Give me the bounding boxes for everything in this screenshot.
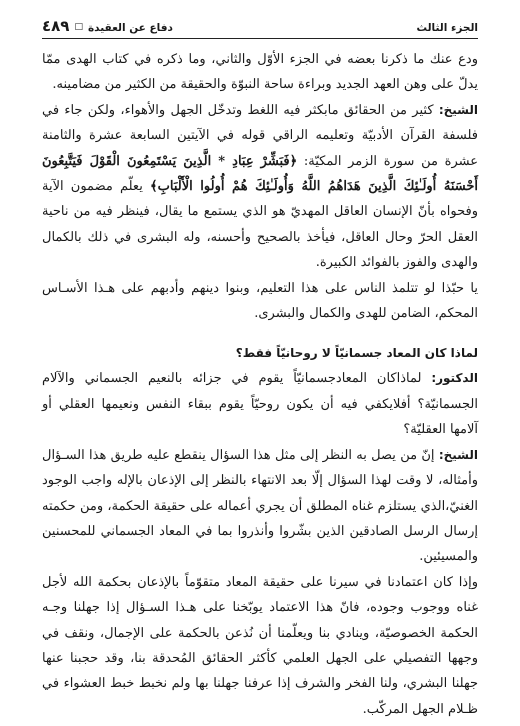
running-header (42, 18, 478, 39)
speaker-sheikh-label: الشيخ: (438, 102, 478, 117)
volume-title: الجزء الثالث (416, 22, 478, 34)
body-text (42, 47, 478, 722)
speaker-sheikh-label-2: الشيخ: (438, 447, 478, 462)
answer-text: إنّ من يصل به النظر إلى مثل هذا السؤال ينقطع عليه طريق هذا السـؤال وأمثاله، لا وقت لهذا السؤال إلّا بعد الانتهاء بالنظر إلى الإذعان بالإله واجب الوجود الغنيّ،الذي يستلزم غناه المطلق أن يجري أعماله على حقيقة الحكمة، ومن حكمته إرسال الرسل الصادقين الذين بشّروا وأنذروا بما في المعاد الجسماني للمحسنين والمسيئين. (42, 447, 478, 565)
page-number: ٤٨٩ (42, 17, 70, 35)
question-text: لماذاكان المعادجسمانيّاً يقوم في جزائه بالنعيم الجسماني والآلام الجسمانيّة؟ أفلايكفي فيه أن يكون روحيّاً يقوم ببقاء النفس ونعيمها العقلي أو آلامها العقليّة؟ (42, 371, 478, 438)
final-paragraph: وإذا كان اعتمادنا في سيرنا على حقيقة المعاد متقوّماً بالإذعان بحكمة الله لأجل غناه ووجوب وجوده، فانّ هذا الاعتماد يوبّخنا على هـذا السـؤال إذا جهلنا وجـه الحكمة الخصوصيّة، وينادي بنا ويعلّمنا أن نُذعن بالحكمة على الإجمال، ونقف في وجهها التفصيلي على الجهل العلمي كأكثر الحقائق المُحدقة بنا، وقد حجبنا عنها جهلنا البشري، ولنا الفخر والشرف إذا عرفنا جهلنا بها ولم نخبط خبط العشواء في ظـلام الجهل المركّب. (42, 574, 478, 717)
square-separator-icon: □ (74, 22, 83, 32)
question-paragraph (42, 366, 478, 442)
paragraph-2 (42, 98, 478, 276)
header-left-group (42, 19, 173, 34)
quran-verse: ﴿فَبَشِّرْ عِبَادِ * الَّذِينَ يَسْتَمِعُونَ الْقَوْلَ فَيَتَّبِعُونَ أَحْسَنَهُ أُولَـٰئِكَ الَّذِينَ هَدَاهُمُ اللَّهُ وَأُولَـٰئِكَ هُمْ أُولُوا الْأَلْبَابِ﴾ (42, 153, 478, 195)
book-title: دفاع عن العقيدة (87, 22, 173, 34)
paragraph-3: يا حبّذا لو تتلمذ الناس على هذا التعليم، وبنوا دينهم وأدبهم على هـذا الأسـاس المحكم، الضامن للهدى والكمال والبشرى. (42, 280, 478, 322)
paragraph-2-text-b: يعلّم مضمون الآية وفحواه بأنّ الإنسان العاقل المهديّ هو الذي يستمع ما يقال، فينظر فيه من ناحية العقل الحرّ وحال العاقل، فيأخذ بالصحيح وأحسنه، وله البشرى في ذلك بالكمال والهدى والفوز بالفوائد الكبيرة. (42, 179, 478, 271)
speaker-doctor-label: الدكتور: (431, 371, 478, 386)
answer-paragraph (42, 443, 478, 570)
paragraph-2-text-a: كثير من الحقائق مابكثر فيه اللغط وتدخّل الجهل والأهواء، ولكن جاء في فلسفة القرآن الأدبيّة وتعليمه الراقي قوله في الآيتين السابعة عشرة والثامنة عشرة من سورة الزمر المكيّة: (42, 102, 478, 169)
paragraph-1: ودع عنك ما ذكرنا بعضه في الجزء الأوّل والثاني، وما ذكره في كتاب الهدى ممّا يدلّ على وهن العهد الجديد وبراءة ساحة النبوّة والحقيقة من الكثير من مضامينه. (42, 52, 478, 93)
section-heading: لماذا كان المعاد جسمانيّاً لا روحانيّاً فقط؟ (235, 346, 478, 361)
